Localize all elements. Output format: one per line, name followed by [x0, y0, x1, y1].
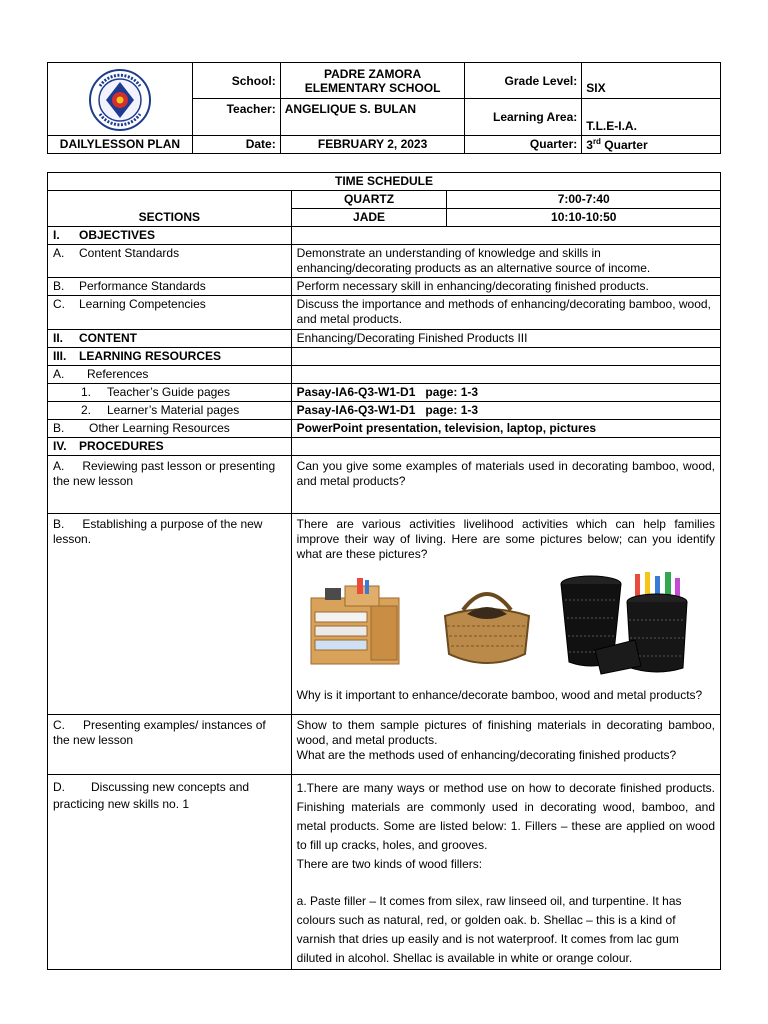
- examples-text: Show to them sample pictures of finishing materials in decorating bamboo, wood, and metal products.: [296, 718, 715, 747]
- performance-standards-label: B. Performance Standards: [48, 278, 292, 296]
- purpose-question: Why is it important to enhance/decorate bamboo, wood and metal products?: [296, 688, 703, 702]
- grade-level-value: SIX: [582, 63, 721, 99]
- purpose-cell: [291, 514, 720, 715]
- school-value: PADRE ZAMORA ELEMENTARY SCHOOL: [280, 63, 465, 99]
- content-standards-value: Demonstrate an understanding of knowledge and skills in enhancing/decorating products as an alternative source of income.: [291, 245, 720, 278]
- header-table: [47, 62, 721, 154]
- teacher-value: ANGELIQUE S. BULAN: [280, 99, 465, 135]
- performance-standards-value: Perform necessary skill in enhancing/decorating finished products.: [291, 278, 720, 296]
- content-standards-label: A. Content Standards: [48, 245, 292, 278]
- school-label: School:: [192, 63, 280, 99]
- wood-fillers-intro: There are two kinds of wood fillers:: [296, 857, 483, 871]
- rattan-bag-image: [437, 580, 537, 670]
- quarter-label: Quarter:: [465, 135, 582, 153]
- references-label: A. References: [48, 366, 292, 384]
- learning-resources-value: [291, 348, 720, 366]
- picture-row: [297, 570, 715, 682]
- discussing-paragraph: 1.There are many ways or method use on how to decorate finished products. Finishing materials are commonly used in decorating wood, bamboo, and metal products. Some are listed below: 1. Fillers – these are applied on wood to fill up cracks, holes, and grooves.: [296, 781, 715, 852]
- other-resources-value: PowerPoint presentation, television, laptop, pictures: [291, 420, 720, 438]
- other-resources-label: B. Other Learning Resources: [48, 420, 292, 438]
- section-time: 7:00-7:40: [447, 191, 721, 209]
- sections-label: SECTIONS: [48, 191, 292, 227]
- lesson-plan-table: [47, 172, 721, 970]
- section-name: QUARTZ: [291, 191, 447, 209]
- learning-resources-heading: III. LEARNING RESOURCES: [48, 348, 292, 366]
- grade-level-label: Grade Level:: [465, 63, 582, 99]
- references-value: [291, 366, 720, 384]
- procedures-heading: IV. PROCEDURES: [48, 438, 292, 456]
- date-value: FEBRUARY 2, 2023: [280, 135, 465, 153]
- teachers-guide-label: 1. Teacher’s Guide pages: [48, 384, 292, 402]
- discussing-label: D. Discussing new concepts and practicing new skills no. 1: [48, 775, 292, 970]
- examples-cell: [291, 715, 720, 775]
- objectives-value: [291, 227, 720, 245]
- learners-material-label: 2. Learner’s Material pages: [48, 402, 292, 420]
- learning-competencies-label: C. Learning Competencies: [48, 296, 292, 330]
- content-value: Enhancing/Decorating Finished Products III: [291, 330, 720, 348]
- section-time: 10:10-10:50: [447, 209, 721, 227]
- review-value: Can you give some examples of materials used in decorating bamboo, wood, and metal products?: [291, 456, 720, 514]
- examples-label: C. Presenting examples/ instances of the new lesson: [48, 715, 292, 775]
- logo-cell: [48, 63, 193, 136]
- examples-question: What are the methods used of enhancing/decorating finished products?: [296, 748, 677, 762]
- learners-material-value: Pasay-IA6-Q3-W1-D1 page: 1-3: [291, 402, 720, 420]
- purpose-text: There are various activities livelihood activities which can help families improve their way of living. Here are some pictures below; can you identify what are these pictures?: [296, 517, 715, 561]
- deped-seal-logo: [88, 68, 152, 132]
- quarter-value: [582, 135, 721, 153]
- wooden-desk-organizer-image: [305, 572, 407, 668]
- metal-mesh-pen-holder-image: [555, 570, 715, 676]
- review-label: A. Reviewing past lesson or presenting the new lesson: [48, 456, 292, 514]
- quarter-suffix: rd: [592, 136, 601, 146]
- objectives-heading: I. OBJECTIVES: [48, 227, 292, 245]
- quarter-number: 3: [586, 137, 593, 152]
- teachers-guide-value: Pasay-IA6-Q3-W1-D1 page: 1-3: [291, 384, 720, 402]
- section-name: JADE: [291, 209, 447, 227]
- learning-competencies-value: Discuss the importance and methods of enhancing/decorating bamboo, wood, and metal products.: [291, 296, 720, 330]
- procedures-value: [291, 438, 720, 456]
- quarter-word: Quarter: [604, 137, 648, 152]
- date-label: Date:: [192, 135, 280, 153]
- teacher-label: Teacher:: [192, 99, 280, 135]
- time-schedule-title: TIME SCHEDULE: [48, 173, 721, 191]
- purpose-label: B. Establishing a purpose of the new lesson.: [48, 514, 292, 715]
- discussing-cell: [291, 775, 720, 970]
- content-heading: II. CONTENT: [48, 330, 292, 348]
- fillers-details: a. Paste filler – It comes from silex, raw linseed oil, and turpentine. It has colours such as natural, red, or golden oak. b. Shellac – this is a kind of varnish that dries up easily and is not waterproof. It comes from lac gum diluted in alcohol. Shellac is available in white or orange colour.: [296, 894, 682, 965]
- learning-area-label: Learning Area:: [465, 99, 582, 135]
- plan-title: DAILYLESSON PLAN: [48, 135, 193, 153]
- learning-area-value: T.L.E-I.A.: [582, 99, 721, 135]
